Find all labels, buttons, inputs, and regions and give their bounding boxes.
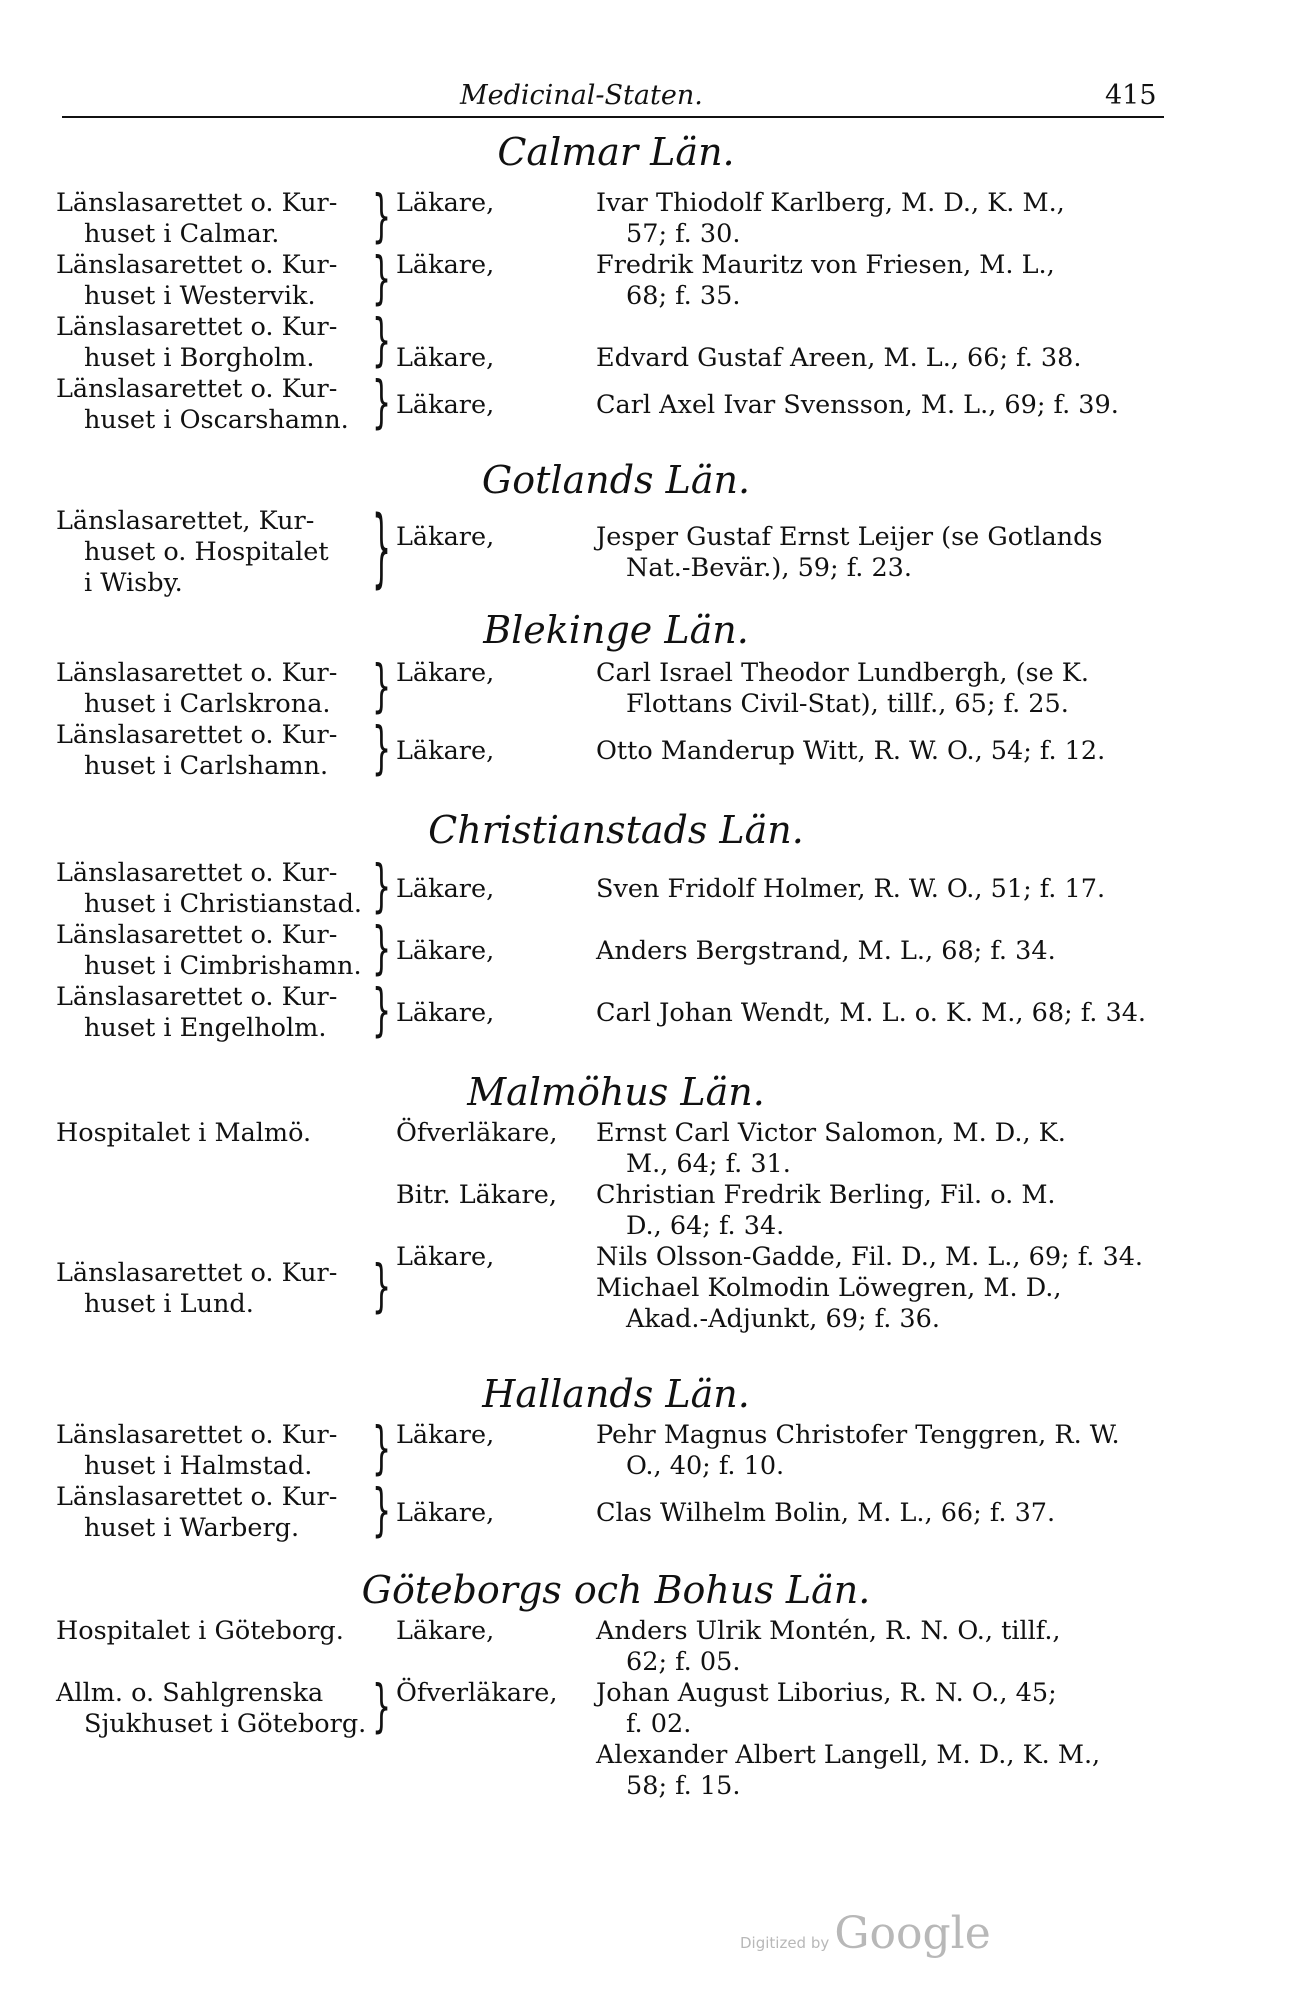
institution-name bbox=[56, 250, 371, 312]
institution-line: huset i Carlskrona. bbox=[84, 689, 331, 719]
person-details bbox=[596, 874, 1216, 905]
person-line: 68; f. 35. bbox=[626, 281, 741, 311]
digitized-by-label: Digitized by bbox=[740, 1934, 830, 1952]
institution-line: Länslasarettet o. Kur- bbox=[56, 374, 338, 404]
section-title: Calmar Län. bbox=[497, 130, 735, 174]
position-title: Bitr. Läkare, bbox=[396, 1180, 557, 1210]
person-details bbox=[596, 1616, 1216, 1678]
institution-line: huset i Carlshamn. bbox=[84, 751, 329, 781]
institution-name bbox=[56, 1616, 371, 1647]
person-line: Anders Bergstrand, M. L., 68; f. 34. bbox=[596, 936, 1056, 966]
person-line: Sven Fridolf Holmer, R. W. O., 51; f. 17. bbox=[596, 874, 1106, 904]
person-details bbox=[596, 1498, 1216, 1529]
position-title: Öfverläkare, bbox=[396, 1118, 558, 1148]
position-title: Läkare, bbox=[396, 1242, 495, 1272]
institution-line: Länslasarettet o. Kur- bbox=[56, 982, 338, 1012]
person-line: Clas Wilhelm Bolin, M. L., 66; f. 37. bbox=[596, 1498, 1056, 1528]
position-title: Läkare, bbox=[396, 188, 495, 218]
section-title: Christianstads Län. bbox=[428, 808, 804, 852]
institution-line: Länslasarettet o. Kur- bbox=[56, 312, 338, 342]
institution-line: huset i Lund. bbox=[84, 1289, 254, 1319]
person-line: O., 40; f. 10. bbox=[626, 1451, 785, 1481]
person-line: Carl Johan Wendt, M. L. o. K. M., 68; f. 34. bbox=[596, 998, 1147, 1028]
institution-name bbox=[56, 1482, 371, 1544]
digitized-by-google-watermark bbox=[740, 1908, 991, 1959]
institution-line: Länslasarettet o. Kur- bbox=[56, 1258, 338, 1288]
institution-line: Hospitalet i Göteborg. bbox=[56, 1616, 344, 1646]
person-details bbox=[596, 250, 1216, 312]
grouping-brace: } bbox=[372, 916, 392, 983]
institution-line: huset i Halmstad. bbox=[84, 1451, 313, 1481]
person-line: M., 64; f. 31. bbox=[626, 1149, 791, 1179]
person-line: Carl Israel Theodor Lundbergh, (se K. bbox=[596, 658, 1089, 688]
person-details bbox=[596, 390, 1216, 421]
position-title: Läkare, bbox=[396, 1616, 495, 1646]
person-details bbox=[596, 1180, 1216, 1242]
institution-line: Länslasarettet o. Kur- bbox=[56, 858, 338, 888]
person-line: Johan August Liborius, R. N. O., 45; bbox=[596, 1678, 1057, 1708]
institution-line: Länslasarettet o. Kur- bbox=[56, 720, 338, 750]
section-title: Göteborgs och Bohus Län. bbox=[361, 1568, 871, 1612]
person-line: Flottans Civil-Stat), tillf., 65; f. 25. bbox=[626, 689, 1069, 719]
grouping-brace: } bbox=[372, 854, 392, 921]
person-line: Nat.-Bevär.), 59; f. 23. bbox=[626, 553, 913, 583]
person-line: Otto Manderup Witt, R. W. O., 54; f. 12. bbox=[596, 736, 1106, 766]
grouping-brace: } bbox=[372, 1416, 392, 1483]
position-title: Läkare, bbox=[396, 390, 495, 420]
institution-name bbox=[56, 374, 371, 436]
google-logo-text: Google bbox=[834, 1908, 991, 1959]
person-details bbox=[596, 1678, 1216, 1802]
institution-line: huset i Engelholm. bbox=[84, 1013, 327, 1043]
person-line: 62; f. 05. bbox=[626, 1647, 741, 1677]
institution-line: Länslasarettet o. Kur- bbox=[56, 1420, 338, 1450]
institution-line: huset i Borgholm. bbox=[84, 343, 315, 373]
person-line: f. 02. bbox=[626, 1709, 692, 1739]
person-line: Anders Ulrik Montén, R. N. O., tillf., bbox=[596, 1616, 1061, 1646]
institution-name bbox=[56, 1118, 371, 1149]
institution-line: Länslasarettet, Kur- bbox=[56, 506, 315, 536]
person-line: Edvard Gustaf Areen, M. L., 66; f. 38. bbox=[596, 343, 1082, 373]
institution-name bbox=[56, 920, 371, 982]
position-title: Läkare, bbox=[396, 522, 495, 552]
institution-line: Allm. o. Sahlgrenska bbox=[56, 1678, 324, 1708]
person-details bbox=[596, 998, 1216, 1029]
institution-name bbox=[56, 658, 371, 720]
institution-line: Länslasarettet o. Kur- bbox=[56, 920, 338, 950]
institution-name bbox=[56, 312, 371, 374]
institution-name bbox=[56, 720, 371, 782]
institution-line: huset i Westervik. bbox=[84, 281, 316, 311]
person-details bbox=[596, 343, 1216, 374]
person-line: Nils Olsson-Gadde, Fil. D., M. L., 69; f. 34. bbox=[596, 1242, 1144, 1272]
running-title: Medicinal-Staten. bbox=[460, 80, 703, 111]
position-title: Läkare, bbox=[396, 343, 495, 373]
institution-name bbox=[56, 858, 371, 920]
person-line: Michael Kolmodin Löwegren, M. D., bbox=[596, 1273, 1062, 1303]
grouping-brace: } bbox=[372, 716, 392, 783]
grouping-brace: } bbox=[372, 246, 392, 313]
header-rule bbox=[62, 116, 1164, 118]
grouping-brace: } bbox=[372, 370, 392, 437]
position-title: Öfverläkare, bbox=[396, 1678, 558, 1708]
section-title: Malmöhus Län. bbox=[467, 1070, 765, 1114]
institution-line: i Wisby. bbox=[84, 568, 183, 598]
position-title: Läkare, bbox=[396, 250, 495, 280]
institution-line: Länslasarettet o. Kur- bbox=[56, 1482, 338, 1512]
institution-name bbox=[56, 1420, 371, 1482]
institution-line: Länslasarettet o. Kur- bbox=[56, 250, 338, 280]
section-title: Gotlands Län. bbox=[481, 458, 751, 502]
institution-name bbox=[56, 1678, 371, 1740]
page-number: 415 bbox=[1105, 80, 1157, 111]
person-details bbox=[596, 936, 1216, 967]
position-title: Läkare, bbox=[396, 1498, 495, 1528]
grouping-brace: } bbox=[372, 1254, 392, 1321]
grouping-brace: } bbox=[372, 499, 392, 600]
institution-name bbox=[56, 1258, 371, 1320]
person-line: 58; f. 15. bbox=[626, 1771, 741, 1801]
person-details bbox=[596, 188, 1216, 250]
position-title: Läkare, bbox=[396, 736, 495, 766]
institution-name bbox=[56, 188, 371, 250]
grouping-brace: } bbox=[372, 308, 392, 375]
person-line: Alexander Albert Langell, M. D., K. M., bbox=[596, 1740, 1101, 1770]
position-title: Läkare, bbox=[396, 658, 495, 688]
person-line: Christian Fredrik Berling, Fil. o. M. bbox=[596, 1180, 1056, 1210]
institution-line: Länslasarettet o. Kur- bbox=[56, 188, 338, 218]
institution-line: Länslasarettet o. Kur- bbox=[56, 658, 338, 688]
institution-line: huset o. Hospitalet bbox=[84, 537, 329, 567]
person-line: Ernst Carl Victor Salomon, M. D., K. bbox=[596, 1118, 1066, 1148]
institution-line: huset i Cimbrishamn. bbox=[84, 951, 362, 981]
grouping-brace: } bbox=[372, 654, 392, 721]
institution-line: huset i Calmar. bbox=[84, 219, 280, 249]
person-details bbox=[596, 1118, 1216, 1180]
person-details bbox=[596, 658, 1216, 720]
position-title: Läkare, bbox=[396, 1420, 495, 1450]
position-title: Läkare, bbox=[396, 998, 495, 1028]
person-line: Carl Axel Ivar Svensson, M. L., 69; f. 39. bbox=[596, 390, 1119, 420]
institution-line: huset i Christianstad. bbox=[84, 889, 362, 919]
person-line: Ivar Thiodolf Karlberg, M. D., K. M., bbox=[596, 188, 1065, 218]
section-title: Blekinge Län. bbox=[483, 608, 749, 652]
grouping-brace: } bbox=[372, 184, 392, 251]
grouping-brace: } bbox=[372, 978, 392, 1045]
person-line: Fredrik Mauritz von Friesen, M. L., bbox=[596, 250, 1055, 280]
position-title: Läkare, bbox=[396, 936, 495, 966]
institution-name bbox=[56, 982, 371, 1044]
person-line: 57; f. 30. bbox=[626, 219, 741, 249]
institution-line: Sjukhuset i Göteborg. bbox=[84, 1709, 367, 1739]
person-line: Akad.-Adjunkt, 69; f. 36. bbox=[626, 1304, 940, 1334]
person-details bbox=[596, 522, 1216, 584]
institution-line: huset i Warberg. bbox=[84, 1513, 300, 1543]
person-line: Pehr Magnus Christofer Tenggren, R. W. bbox=[596, 1420, 1120, 1450]
institution-name bbox=[56, 506, 371, 599]
section-title: Hallands Län. bbox=[482, 1372, 750, 1416]
person-details bbox=[596, 736, 1216, 767]
position-title: Läkare, bbox=[396, 874, 495, 904]
running-head bbox=[0, 80, 1299, 120]
person-line: Jesper Gustaf Ernst Leijer (se Gotlands bbox=[596, 522, 1103, 552]
grouping-brace: } bbox=[372, 1478, 392, 1545]
institution-line: Hospitalet i Malmö. bbox=[56, 1118, 312, 1148]
institution-line: huset i Oscarshamn. bbox=[84, 405, 349, 435]
person-line: D., 64; f. 34. bbox=[626, 1211, 785, 1241]
person-details bbox=[596, 1420, 1216, 1482]
grouping-brace: } bbox=[372, 1674, 392, 1741]
person-details bbox=[596, 1242, 1216, 1335]
